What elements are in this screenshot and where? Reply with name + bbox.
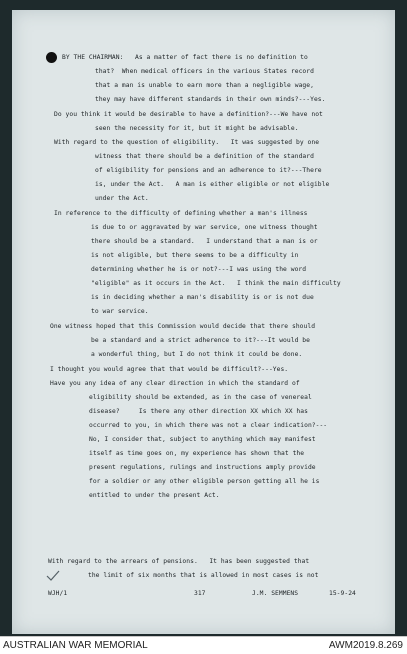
text-line: be a standard and a strict adherence to it?---It would be (91, 337, 310, 344)
footer-date: 15-9-24 (329, 590, 356, 597)
archive-accession-number: AWM2019.8.269 (328, 640, 403, 651)
text-line: there should be a standard. I understand that a man is or (91, 238, 318, 245)
footer-ref: WJH/1 (48, 590, 68, 597)
text-line: In reference to the difficulty of defining whether a man's illness (54, 210, 308, 217)
text-line: is in deciding whether a man's disability is or is not due (91, 294, 314, 301)
text-line: itself as time goes on, my experience has shown that the (89, 450, 305, 457)
text-line: disease? Is there any other direction XX which XX has (89, 408, 308, 415)
text-line: is due to or aggravated by war service, one witness thought (91, 224, 318, 231)
text-line: One witness hoped that this Commission would decide that there should (50, 323, 316, 330)
transcript-text (12, 10, 395, 634)
text-line: entitled to under the present Act. (89, 492, 220, 499)
text-line: seen the necessity for it, but it might be advisable. (95, 125, 299, 132)
text-line: is not eligible, but there seems to be a difficulty in (91, 252, 299, 259)
archive-footer (0, 636, 407, 654)
text-line: determining whether he is or not?---I was using the word (91, 266, 307, 273)
text-line: that? When medical officers in the various States record (95, 68, 314, 75)
text-line: I thought you would agree that that would be difficult?---Yes. (50, 366, 289, 373)
text-line: the limit of six months that is allowed in most cases is not (88, 572, 319, 579)
text-line: With regard to the arrears of pensions. It has been suggested that (48, 558, 310, 565)
footer-page-number: 317 (194, 590, 206, 597)
archive-institution: AUSTRALIAN WAR MEMORIAL (3, 640, 148, 651)
text-line: that a man is unable to earn more than a negligible wage, (95, 82, 314, 89)
text-line: No, I consider that, subject to anything which may manifest (89, 436, 316, 443)
text-line: to war service. (91, 308, 149, 315)
text-line: is, under the Act. A man is either eligible or not eligible (95, 181, 330, 188)
text-line: for a soldier or any other eligible person getting all he is (89, 478, 320, 485)
text-line: of eligibility for pensions and an adherence to it?---There (95, 167, 322, 174)
text-line: BY THE CHAIRMAN: As a matter of fact there is no definition to (62, 54, 308, 61)
text-line: Do you think it would be desirable to have a definition?---We have not (54, 111, 323, 118)
text-line: they may have different standards in their own minds?---Yes. (95, 96, 326, 103)
footer-name: J.M. SEMMENS (252, 590, 299, 597)
text-line: witness that there should be a definition of the standard (95, 153, 314, 160)
text-line: With regard to the question of eligibility. It was suggested by one (54, 139, 320, 146)
text-line: a wonderful thing, but I do not think it could be done. (91, 351, 303, 358)
text-line: under the Act. (95, 195, 149, 202)
text-line: eligibility should be extended, as in the case of venereal (89, 394, 312, 401)
document-page (12, 10, 395, 634)
text-line: Have you any idea of any clear direction in which the standard of (50, 380, 300, 387)
text-line: "eligible" as it occurs in the Act. I think the main difficulty (91, 280, 341, 287)
text-line: occurred to you, in which there was not a clear indication?--- (89, 422, 328, 429)
text-line: present regulations, rulings and instructions amply provide (89, 464, 316, 471)
handwritten-tick-mark (46, 570, 60, 582)
